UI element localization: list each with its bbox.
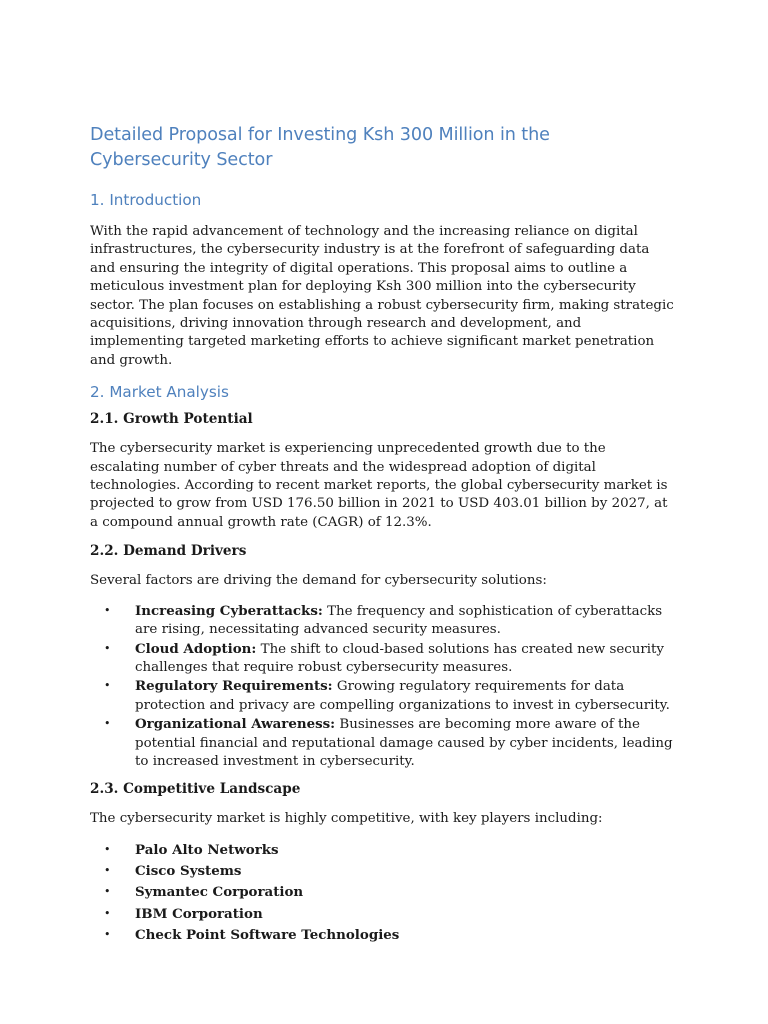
- bullet-icon: •: [104, 906, 111, 920]
- list-item: [90, 640, 675, 678]
- list-item: [90, 677, 675, 715]
- list-item: [90, 882, 675, 903]
- list-item: [90, 840, 675, 861]
- list-item-term: Regulatory Requirements:: [135, 678, 333, 695]
- section-heading-introduction: 1. Introduction: [90, 191, 202, 209]
- list-item: [90, 904, 675, 925]
- list-item-text: The frequency and sophistication of cyberattacks are rising, necessitating advanced security measures.: [135, 603, 663, 638]
- bullet-icon: •: [104, 885, 111, 899]
- list-item-text: The shift to cloud-based solutions has created new security challenges that require robust cybersecurity measures.: [135, 641, 664, 675]
- list-item-term: Organizational Awareness:: [135, 716, 336, 733]
- list-item-term: Increasing Cyberattacks:: [135, 602, 323, 619]
- player-name: Check Point Software Technologies: [135, 926, 400, 943]
- player-name: Symantec Corporation: [135, 884, 304, 901]
- list-item: [90, 602, 675, 640]
- bullet-icon: •: [104, 603, 111, 617]
- section-heading-market-analysis: 2. Market Analysis: [90, 383, 229, 402]
- player-name: IBM Corporation: [135, 905, 263, 922]
- growth-potential-paragraph: The cybersecurity market is experiencing unprecedented growth due to the escalating number of cyber threats and the widespread adoption of digital technologies. According to recent market reports, the global cybersecurity market is projected to grow from USD 176.50 billion in 2021 to USD 403.01 billion by 2027, at a compound annual growth rate (CAGR) of 12.3%.: [90, 441, 668, 530]
- document-title: Detailed Proposal for Investing Ksh 300 Million in the Cybersecurity Sector: [90, 125, 550, 170]
- list-item: [90, 715, 675, 771]
- bullet-icon: •: [104, 641, 111, 655]
- subsection-heading-competitive-landscape: 2.3. Competitive Landscape: [90, 781, 301, 798]
- demand-drivers-list: [90, 602, 675, 772]
- demand-drivers-intro: Several factors are driving the demand for cybersecurity solutions:: [90, 573, 547, 589]
- introduction-paragraph: With the rapid advancement of technology and the increasing reliance on digital infrastructures, the cybersecurity industry is at the forefront of safeguarding data and ensuring the integrity of digital operations. This proposal aims to outline a meticulous investment plan for deploying Ksh 300 million into the cybersecurity sector. The plan focuses on establishing a robust cybersecurity firm, making strategic acquisitions, driving innovation through research and development, and implementing targeted marketing efforts to achieve significant market penetration and growth.: [90, 224, 674, 368]
- list-item: [90, 861, 675, 882]
- list-item-term: Cloud Adoption:: [135, 640, 257, 657]
- list-item: [90, 925, 675, 946]
- bullet-icon: •: [104, 679, 111, 693]
- document-body: [90, 123, 675, 946]
- bullet-icon: •: [104, 717, 111, 731]
- list-item-text: Growing regulatory requirements for data protection and privacy are compelling organizations to invest in cybersecurity.: [135, 679, 670, 713]
- bullet-icon: •: [104, 927, 111, 941]
- key-players-list: [90, 840, 675, 946]
- competitive-landscape-intro: The cybersecurity market is highly competitive, with key players including:: [90, 811, 603, 827]
- list-item-text: Businesses are becoming more aware of the potential financial and reputational damage caused by cyber incidents, leading to increased investment in cybersecurity.: [135, 717, 673, 769]
- bullet-icon: •: [104, 864, 111, 878]
- bullet-icon: •: [104, 842, 111, 856]
- player-name: Cisco Systems: [135, 863, 242, 880]
- subsection-heading-growth-potential: 2.1. Growth Potential: [90, 411, 253, 428]
- subsection-heading-demand-drivers: 2.2. Demand Drivers: [90, 543, 247, 560]
- player-name: Palo Alto Networks: [135, 841, 279, 858]
